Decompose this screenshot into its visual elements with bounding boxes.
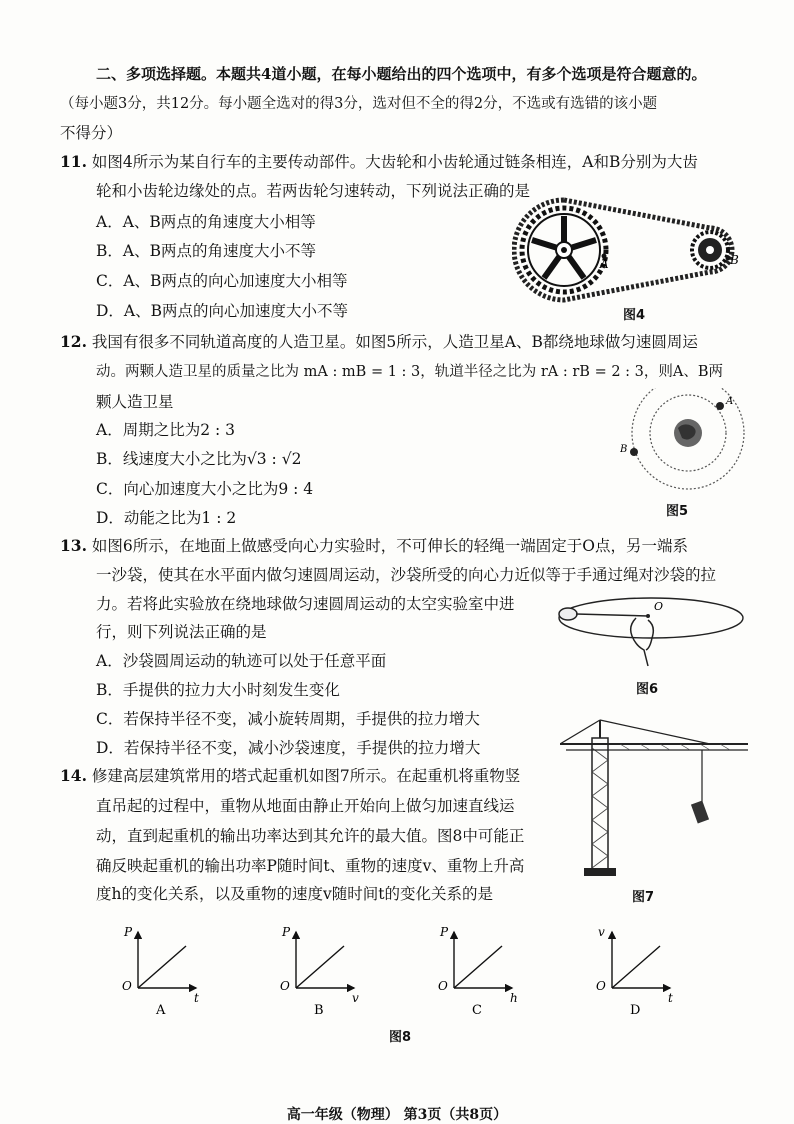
figure7-caption: 图7 bbox=[632, 890, 655, 905]
graph-c bbox=[438, 925, 518, 1016]
graph-d-xlabel: t bbox=[668, 991, 673, 1005]
q11-stem-line1 bbox=[60, 152, 698, 172]
q13-option-c[interactable]: C．若保持半径不变，减小旋转周期，手提供的拉力增大 bbox=[96, 710, 480, 728]
q11-option-d[interactable]: D．A、B两点的向心加速度大小不等 bbox=[96, 302, 349, 320]
graph-d-origin: O bbox=[596, 979, 606, 993]
q14-stem-line2: 直吊起的过程中，重物从地面由静止开始向上做匀加速直线运 bbox=[96, 797, 515, 815]
q12-option-c[interactable]: C．向心加速度大小之比为9 : 4 bbox=[96, 480, 314, 498]
section-heading-line3: 不得分） bbox=[60, 124, 123, 142]
graph-a-name: A bbox=[156, 1003, 166, 1016]
fig4-label-b: B bbox=[730, 253, 739, 267]
q12-number: 12. bbox=[60, 332, 87, 351]
graph-d-ylabel: v bbox=[598, 925, 605, 939]
q13-stem-line3: 力。若将此实验放在绕地球做匀速圆周运动的太空实验室中进 bbox=[96, 595, 515, 613]
q11-option-a[interactable]: A．A、B两点的角速度大小相等 bbox=[96, 213, 316, 231]
q11-option-c[interactable]: C．A、B两点的向心加速度大小相等 bbox=[96, 272, 348, 290]
q13-option-a[interactable]: A．沙袋圆周运动的轨迹可以处于任意平面 bbox=[96, 652, 387, 670]
q14-stem-line4: 确反映起重机的输出功率P随时间t、重物的速度v、重物上升高 bbox=[96, 857, 525, 875]
figure8-caption: 图8 bbox=[389, 1030, 412, 1045]
graph-c-name: C bbox=[472, 1003, 482, 1016]
section-heading-line1: 二、多项选择题。本题共4道小题，在每小题给出的四个选项中，有多个选项是符合题意的。 bbox=[96, 65, 707, 83]
fig4-label-a: A bbox=[600, 257, 609, 271]
graph-a-xlabel: t bbox=[194, 991, 199, 1005]
graph-d-name: D bbox=[630, 1003, 641, 1016]
figure5-satellite-orbits bbox=[620, 388, 750, 498]
graph-a-ylabel: P bbox=[124, 925, 133, 939]
figure6-caption: 图6 bbox=[636, 682, 659, 697]
q14-number: 14. bbox=[60, 766, 87, 785]
graph-c-xlabel: h bbox=[510, 991, 518, 1005]
q13-number: 13. bbox=[60, 536, 87, 555]
section-heading-line2: （每小题3分，共12分。每小题全选对的得3分，选对但不全的得2分，不选或有选错的该小题 bbox=[60, 96, 658, 112]
fig6-label-o: O bbox=[654, 600, 664, 613]
q12-option-b[interactable]: B．线速度大小之比为√3 : √2 bbox=[96, 450, 302, 468]
q13-stem-line2: 一沙袋，使其在水平面内做匀速圆周运动，沙袋所受的向心力近似等于手通过绳对沙袋的拉 bbox=[96, 566, 717, 584]
q13-stem-line1 bbox=[60, 536, 688, 556]
page-footer: 高一年级（物理） 第3页（共8页） bbox=[286, 1107, 508, 1123]
graph-d bbox=[596, 925, 673, 1016]
figure4-caption: 图4 bbox=[623, 308, 646, 323]
q12-stem-text1: 我国有很多不同轨道高度的人造卫星。如图5所示，人造卫星A、B都绕地球做匀速圆周运 bbox=[91, 333, 698, 351]
graph-c-origin: O bbox=[438, 979, 448, 993]
figure6-sandbag-rope bbox=[556, 594, 746, 674]
graph-b-origin: O bbox=[280, 979, 290, 993]
graph-b-name: B bbox=[314, 1003, 324, 1016]
q13-option-b[interactable]: B．手提供的拉力大小时刻发生变化 bbox=[96, 681, 340, 699]
q12-option-d[interactable]: D．动能之比为1 : 2 bbox=[96, 509, 237, 527]
figure7-tower-crane bbox=[560, 718, 750, 878]
graph-b bbox=[280, 925, 359, 1016]
fig5-label-a: A bbox=[726, 396, 734, 407]
q12-stem-line2: 动。两颗人造卫星的质量之比为 mA : mB = 1 : 3，轨道半径之比为 rA : rB = 2 : 3，则A、B两 bbox=[96, 364, 724, 380]
q14-stem-text1: 修建高层建筑常用的塔式起重机如图7所示。在起重机将重物竖 bbox=[91, 767, 521, 785]
graph-b-xlabel: v bbox=[352, 991, 359, 1005]
q13-stem-line4: 行，则下列说法正确的是 bbox=[96, 623, 267, 641]
graph-a-origin: O bbox=[122, 979, 132, 993]
figure4-bicycle-gears bbox=[512, 196, 742, 304]
q11-stem-text1: 如图4所示为某自行车的主要传动部件。大齿轮和小齿轮通过链条相连，A和B分别为大齿 bbox=[91, 153, 698, 171]
figure8-graphs bbox=[110, 924, 700, 1016]
q13-option-d[interactable]: D．若保持半径不变，减小沙袋速度，手提供的拉力增大 bbox=[96, 739, 481, 757]
q13-stem-text1: 如图6所示，在地面上做感受向心力实验时，不可伸长的轻绳一端固定于O点，另一端系 bbox=[91, 537, 688, 555]
q12-stem-line1 bbox=[60, 332, 698, 352]
graph-b-ylabel: P bbox=[282, 925, 291, 939]
figure5-caption: 图5 bbox=[666, 504, 689, 519]
q11-stem-line2: 轮和小齿轮边缘处的点。若两齿轮匀速转动，下列说法正确的是 bbox=[96, 182, 531, 200]
graph-a bbox=[122, 925, 199, 1016]
graph-c-ylabel: P bbox=[440, 925, 449, 939]
q14-stem-line5: 度h的变化关系，以及重物的速度v随时间t的变化关系的是 bbox=[96, 885, 493, 903]
q11-number: 11. bbox=[60, 152, 87, 171]
q12-option-a[interactable]: A．周期之比为2 : 3 bbox=[96, 421, 235, 439]
q11-option-b[interactable]: B．A、B两点的角速度大小不等 bbox=[96, 242, 316, 260]
fig5-label-b: B bbox=[620, 444, 628, 455]
q14-stem-line1 bbox=[60, 766, 520, 786]
q14-stem-line3: 动，直到起重机的输出功率达到其允许的最大值。图8中可能正 bbox=[96, 827, 525, 845]
q12-stem-line3: 颗人造卫星 bbox=[96, 393, 174, 411]
